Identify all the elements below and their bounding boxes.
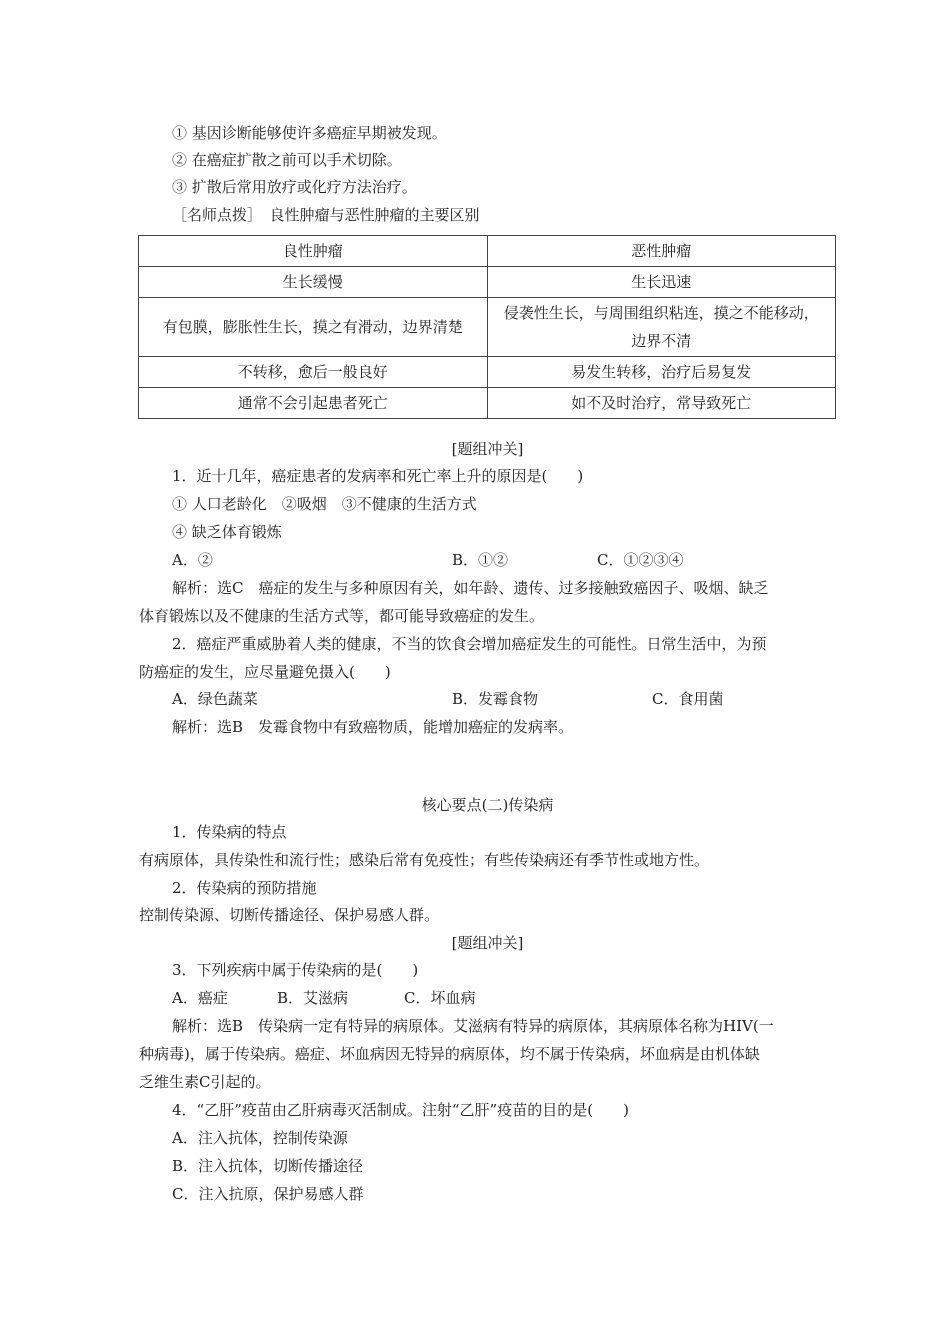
q3-answer-2: 种病毒)，属于传染病。癌症、坏血病因无特异的病原体，均不属于传染病，坏血病是由机体缺 (139, 1045, 760, 1063)
table-cell: 生长缓慢 (139, 267, 488, 298)
q1-items-1: ① 人口老龄化 ②吸烟 ③不健康的生活方式 (172, 495, 477, 513)
q4-stem: 4．“乙肝”疫苗由乙肝病毒灭活制成。注射“乙肝”疫苗的目的是( ) (172, 1101, 629, 1119)
exercise-heading-1: [题组冲关] (451, 440, 524, 458)
q3-stem: 3．下列疾病中属于传染病的是( ) (172, 961, 419, 979)
q4-option-a: A．注入抗体，控制传染源 (172, 1129, 348, 1147)
tip-heading: ［名师点拨］ 良性肿瘤与恶性肿瘤的主要区别 (172, 206, 480, 224)
q2-answer: 解析：选B 发霉食物中有致癌物质，能增加癌症的发病率。 (172, 718, 574, 736)
header-benign: 良性肿瘤 (139, 236, 488, 267)
q2-option-b: B．发霉食物 (452, 690, 539, 708)
table-header-row (139, 236, 836, 267)
q1-stem: 1．近十几年，癌症患者的发病率和死亡率上升的原因是( ) (172, 467, 584, 485)
point2-title: 2．传染病的预防措施 (172, 879, 317, 897)
q1-option-b: B．①② (452, 551, 509, 569)
q2-stem-1: 2．癌症严重威胁着人类的健康，不当的饮食会增加癌症发生的可能性。日常生活中，为预 (172, 635, 767, 653)
q1-items-2: ④ 缺乏体育锻炼 (172, 523, 282, 541)
section-title: 核心要点(二)传染病 (421, 796, 554, 814)
table-row (139, 388, 836, 419)
table-cell: 易发生转移，治疗后易复发 (487, 357, 836, 388)
point1-text: 有病原体，具传染性和流行性；感染后常有免疫性；有些传染病还有季节性或地方性。 (139, 851, 710, 869)
q3-answer-3: 乏维生素C引起的。 (139, 1073, 271, 1091)
table-cell: 不转移，愈后一般良好 (139, 357, 488, 388)
header-malignant: 恶性肿瘤 (487, 236, 836, 267)
table-cell: 如不及时治疗，常导致死亡 (487, 388, 836, 419)
table-cell: 侵袭性生长，与周围组织粘连，摸之不能移动，边界不清 (487, 298, 836, 357)
cancer-intro-3: ③ 扩散后常用放疗或化疗方法治疗。 (172, 178, 417, 196)
table-row (139, 267, 836, 298)
q3-option-b: B．艾滋病 (277, 989, 349, 1007)
q2-stem-2: 防癌症的发生，应尽量避免摄入( ) (139, 663, 391, 681)
q3-option-c: C．坏血病 (404, 989, 476, 1007)
q1-answer-1: 解析：选C 癌症的发生与多种原因有关，如年龄、遗传、过多接触致癌因子、吸烟、缺乏 (172, 579, 769, 597)
q1-answer-2: 体育锻炼以及不健康的生活方式等，都可能导致癌症的发生。 (139, 607, 545, 625)
q2-option-a: A．绿色蔬菜 (172, 690, 258, 708)
q3-option-a: A．癌症 (172, 989, 228, 1007)
table-cell: 生长迅速 (487, 267, 836, 298)
cancer-intro-1: ① 基因诊断能够使许多癌症早期被发现。 (172, 124, 447, 142)
cancer-intro-2: ② 在癌症扩散之前可以手术切除。 (172, 151, 402, 169)
exercise-heading-2: [题组冲关] (451, 934, 524, 952)
q4-option-b: B．注入抗体，切断传播途径 (172, 1157, 364, 1175)
point1-title: 1．传染病的特点 (172, 823, 287, 841)
q2-option-c: C．食用菌 (652, 690, 724, 708)
q4-option-c: C．注入抗原，保护易感人群 (172, 1185, 364, 1203)
tumor-comparison-table (138, 235, 836, 419)
table-row (139, 357, 836, 388)
table-cell: 有包膜，膨胀性生长，摸之有滑动，边界清楚 (139, 298, 488, 357)
table-cell: 通常不会引起患者死亡 (139, 388, 488, 419)
q1-option-c: C．①②③④ (597, 551, 684, 569)
q1-option-a: A．② (172, 551, 213, 569)
q3-answer-1: 解析：选B 传染病一定有特异的病原体。艾滋病有特异的病原体，其病原体名称为HIV(一 (172, 1017, 774, 1035)
table-row (139, 298, 836, 357)
point2-text: 控制传染源、切断传播途径、保护易感人群。 (139, 906, 440, 924)
